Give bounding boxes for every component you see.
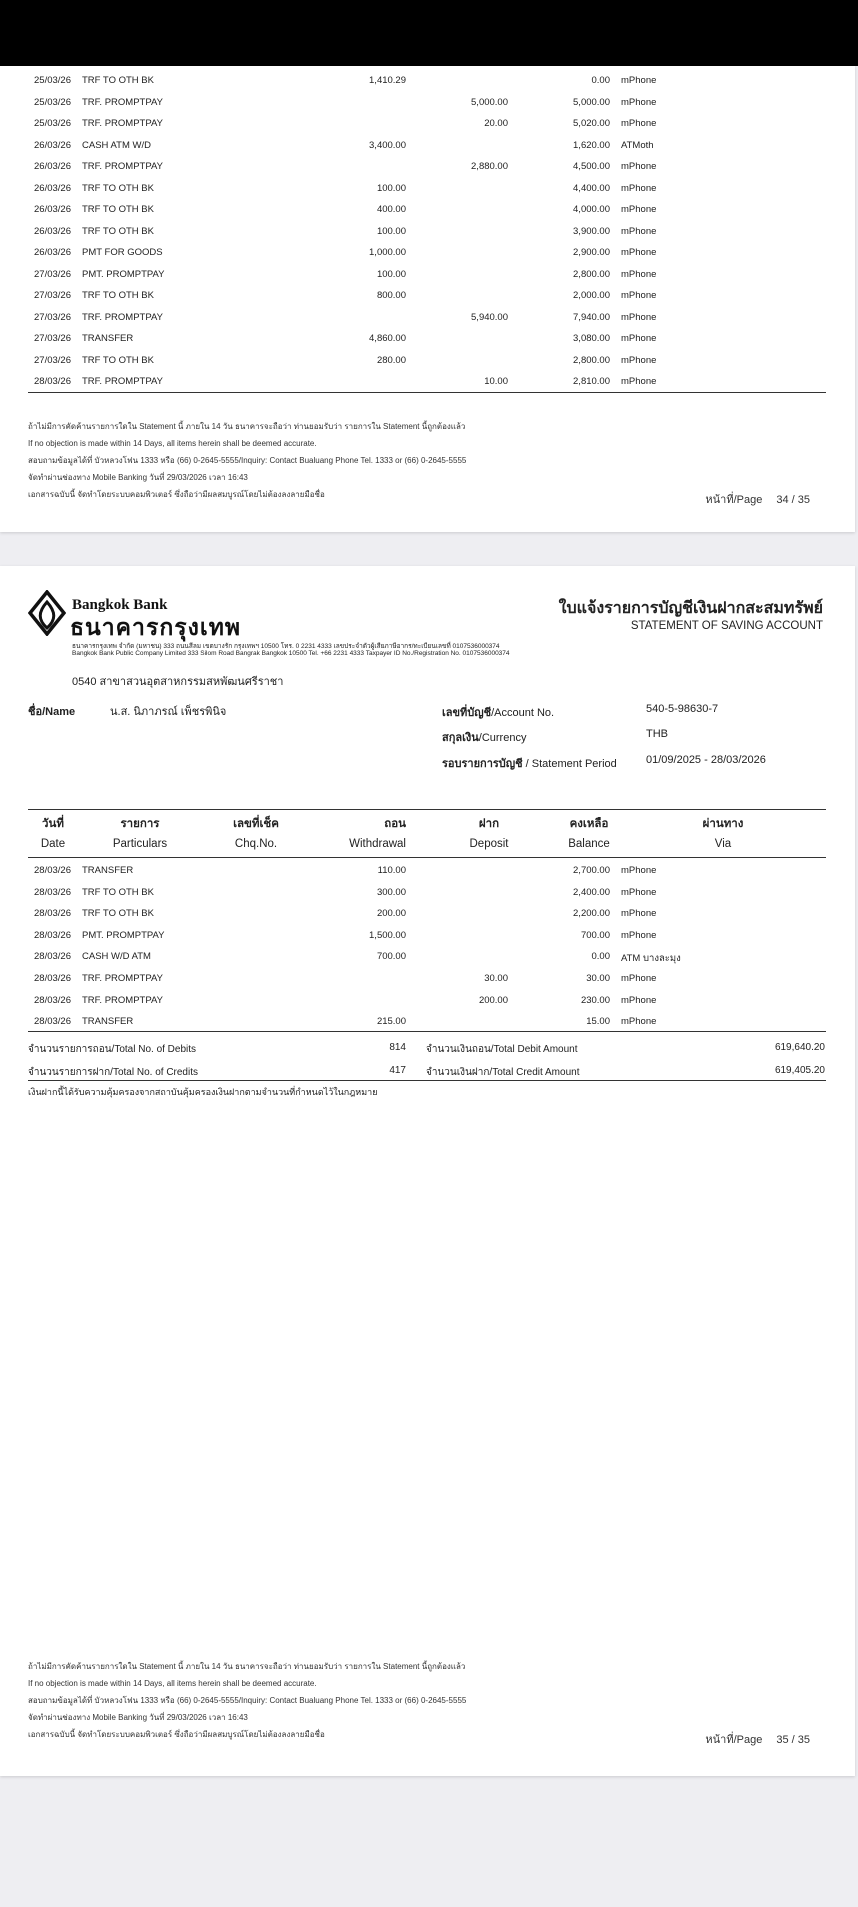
row-date: 28/03/26 <box>34 865 71 876</box>
row-withdrawal: 700.00 <box>376 951 406 963</box>
row-particulars: PMT. PROMPTPAY <box>82 929 165 941</box>
row-deposit: 30.00 <box>484 973 508 984</box>
row-via: mPhone <box>621 973 657 984</box>
row-via: mPhone <box>621 290 657 301</box>
row-particulars: TRF TO OTH BK <box>82 204 154 215</box>
row-via: mPhone <box>621 908 657 920</box>
row-balance: 4,000.00 <box>573 204 610 215</box>
account-label-en: /Account No. <box>491 707 555 719</box>
period-label-en: / Statement Period <box>522 758 617 770</box>
row-particulars: TRF TO OTH BK <box>82 182 154 194</box>
statement-footer <box>28 418 466 503</box>
table-row <box>0 333 858 354</box>
table-row <box>0 973 858 994</box>
period-label-th: รอบรายการบัญชี <box>442 758 523 770</box>
row-via: mPhone <box>621 182 657 194</box>
debit-amount: 619,640.20 <box>774 1042 825 1053</box>
row-via: mPhone <box>621 333 657 344</box>
row-particulars: PMT. PROMPTPAY <box>82 268 165 280</box>
row-particulars: TRANSFER <box>82 333 134 344</box>
row-deposit: 5,000.00 <box>471 96 508 108</box>
header-bottom-rule <box>28 857 826 858</box>
row-date: 27/03/26 <box>34 354 71 366</box>
row-date: 27/03/26 <box>34 333 71 344</box>
row-date: 26/03/26 <box>34 161 71 172</box>
col-withdrawal-en: Withdrawal <box>349 838 406 850</box>
row-withdrawal: 215.00 <box>376 1016 406 1028</box>
row-date: 28/03/26 <box>34 929 71 941</box>
row-balance: 30.00 <box>586 973 610 984</box>
table-row <box>0 75 858 96</box>
row-balance: 2,810.00 <box>573 376 610 387</box>
row-balance: 2,000.00 <box>573 290 610 301</box>
footer-line: จัดทำผ่านช่องทาง Mobile Banking วันที่ 29/03/2026 เวลา 16:43 <box>28 473 248 482</box>
row-via: mPhone <box>621 865 657 876</box>
row-date: 28/03/26 <box>34 973 71 984</box>
row-date: 26/03/26 <box>34 139 71 151</box>
row-balance: 2,400.00 <box>573 886 610 898</box>
debits-count-label: จำนวนรายการถอน/Total No. of Debits <box>28 1044 197 1055</box>
row-withdrawal: 3,400.00 <box>369 139 406 151</box>
table-row <box>0 865 858 886</box>
row-balance: 3,900.00 <box>573 225 610 237</box>
row-date: 25/03/26 <box>34 118 71 129</box>
row-via: mPhone <box>621 994 657 1006</box>
row-particulars: PMT FOR GOODS <box>82 247 163 258</box>
row-date: 28/03/26 <box>34 1016 71 1028</box>
header-top-rule <box>28 809 826 810</box>
table-row <box>0 204 858 225</box>
statement-footer <box>28 1658 466 1743</box>
row-via: ATMoth <box>621 139 654 151</box>
footer-line: เอกสารฉบับนี้ จัดทำโดยระบบคอมพิวเตอร์ ซึ่งถือว่ามีผลสมบูรณ์โดยไม่ต้องลงลายมือชื่อ <box>28 1730 325 1739</box>
row-via: mPhone <box>621 161 657 172</box>
table-row <box>0 161 858 182</box>
table-row <box>0 140 858 161</box>
page-number <box>705 1730 810 1748</box>
row-via: mPhone <box>621 886 657 898</box>
row-withdrawal: 1,000.00 <box>369 247 406 258</box>
debits-count: 814 <box>389 1042 406 1053</box>
currency-value: THB <box>646 728 668 740</box>
col-via-th: ผ่านทาง <box>702 818 744 830</box>
row-withdrawal: 1,410.29 <box>369 75 406 86</box>
row-date: 26/03/26 <box>34 247 71 258</box>
row-withdrawal: 4,860.00 <box>369 333 406 344</box>
row-balance: 15.00 <box>586 1016 610 1028</box>
row-particulars: TRF. PROMPTPAY <box>82 376 163 387</box>
row-via: mPhone <box>621 929 657 941</box>
row-deposit: 20.00 <box>484 118 508 129</box>
totals-rule <box>28 1080 826 1081</box>
row-particulars: TRF TO OTH BK <box>82 75 154 86</box>
row-particulars: TRF. PROMPTPAY <box>82 96 163 108</box>
row-date: 27/03/26 <box>34 290 71 301</box>
row-balance: 2,800.00 <box>573 268 610 280</box>
row-deposit: 2,880.00 <box>471 161 508 172</box>
row-balance: 2,900.00 <box>573 247 610 258</box>
row-deposit: 5,940.00 <box>471 311 508 323</box>
footer-line: จัดทำผ่านช่องทาง Mobile Banking วันที่ 29/03/2026 เวลา 16:43 <box>28 1713 248 1722</box>
row-deposit: 200.00 <box>478 994 508 1006</box>
row-balance: 4,500.00 <box>573 161 610 172</box>
currency-label <box>442 728 526 746</box>
row-via: mPhone <box>621 75 657 86</box>
account-label-th: เลขที่บัญชี <box>442 707 492 719</box>
top-black-bar <box>0 0 858 66</box>
row-particulars: CASH W/D ATM <box>82 951 151 963</box>
row-particulars: TRF TO OTH BK <box>82 908 154 920</box>
row-balance: 0.00 <box>591 75 610 86</box>
row-withdrawal: 400.00 <box>376 204 406 215</box>
row-particulars: TRF TO OTH BK <box>82 290 154 301</box>
col-date-en: Date <box>40 838 66 850</box>
row-via: mPhone <box>621 311 657 323</box>
row-withdrawal: 100.00 <box>376 225 406 237</box>
page-count: 34 / 35 <box>776 494 810 506</box>
credit-amount: 619,405.20 <box>774 1065 825 1076</box>
row-date: 25/03/26 <box>34 96 71 108</box>
row-date: 25/03/26 <box>34 75 71 86</box>
statement-page-35 <box>0 566 855 1776</box>
row-via: ATM บางละมุง <box>621 953 681 965</box>
row-balance: 4,400.00 <box>573 182 610 194</box>
table-row <box>0 887 858 908</box>
statement-page-34 <box>0 66 855 532</box>
currency-label-en: /Currency <box>478 732 527 744</box>
bank-name-th: ธนาคารกรุงเทพ <box>70 615 242 641</box>
bank-name-en: Bangkok Bank <box>72 597 168 613</box>
row-balance: 2,200.00 <box>573 908 610 920</box>
footer-line: เอกสารฉบับนี้ จัดทำโดยระบบคอมพิวเตอร์ ซึ่งถือว่ามีผลสมบูรณ์โดยไม่ต้องลงลายมือชื่อ <box>28 490 325 499</box>
branch-name: 0540 สาขาสวนอุตสาหกรรมสหพัฒนศรีราชา <box>72 676 284 688</box>
table-row <box>0 269 858 290</box>
row-via: mPhone <box>621 204 657 215</box>
footer-line: สอบถามข้อมูลได้ที่ บัวหลวงโฟน 1333 หรือ (66) 0-2645-5555/Inquiry: Contact Bualuang Phone Tel. 1333 or (66) 0-2645-5555 <box>28 1696 467 1705</box>
row-particulars: TRANSFER <box>82 1016 134 1028</box>
account-number: 540-5-98630-7 <box>646 703 719 715</box>
row-balance: 1,620.00 <box>573 139 610 151</box>
row-via: mPhone <box>621 225 657 237</box>
table-row <box>0 995 858 1016</box>
table-row <box>0 1016 858 1037</box>
row-particulars: TRF. PROMPTPAY <box>82 311 163 323</box>
row-particulars: TRF. PROMPTPAY <box>82 973 163 984</box>
row-date: 26/03/26 <box>34 225 71 237</box>
row-particulars: TRF. PROMPTPAY <box>82 118 163 129</box>
row-withdrawal: 1,500.00 <box>369 929 406 941</box>
row-withdrawal: 100.00 <box>376 182 406 194</box>
row-withdrawal: 200.00 <box>376 908 406 920</box>
table-row <box>0 312 858 333</box>
table-row <box>0 355 858 376</box>
row-via: mPhone <box>621 376 657 387</box>
row-via: mPhone <box>621 96 657 108</box>
row-withdrawal: 280.00 <box>376 354 406 366</box>
name-label: ชื่อ/Name <box>28 706 76 718</box>
row-balance: 5,000.00 <box>573 96 610 108</box>
col-particulars-th: รายการ <box>120 818 160 830</box>
row-balance: 3,080.00 <box>573 333 610 344</box>
bangkok-bank-logo-icon <box>28 590 66 636</box>
row-balance: 2,800.00 <box>573 354 610 366</box>
row-withdrawal: 300.00 <box>376 886 406 898</box>
deposit-protection-note: เงินฝากนี้ได้รับความคุ้มครองจากสถาบันคุ้มครองเงินฝากตามจำนวนที่กำหนดไว้ในกฎหมาย <box>28 1087 378 1097</box>
row-balance: 2,700.00 <box>573 865 610 876</box>
row-date: 26/03/26 <box>34 204 71 215</box>
row-particulars: TRANSFER <box>82 865 134 876</box>
table-row <box>0 183 858 204</box>
statement-title-en: STATEMENT OF SAVING ACCOUNT <box>630 620 823 632</box>
row-via: mPhone <box>621 1016 657 1028</box>
bank-address-th: ธนาคารกรุงเทพ จำกัด (มหาชน) 333 ถนนสีลม เขตบางรัก กรุงเทพฯ 10500 โทร. 0 2231 4333 เลขประจำตัวผู้เสียภาษีอากร/ทะเบียนเลขที่ 0107536000374 <box>72 643 500 650</box>
period-label <box>442 754 617 772</box>
row-date: 27/03/26 <box>34 311 71 323</box>
statement-title-th: ใบแจ้งรายการบัญชีเงินฝากสะสมทรัพย์ <box>558 600 823 617</box>
statement-period: 01/09/2025 - 28/03/2026 <box>646 754 766 766</box>
row-date: 28/03/26 <box>34 951 71 963</box>
name-value: น.ส. นิภาภรณ์ เพ็ชรพินิจ <box>110 706 227 718</box>
row-date: 26/03/26 <box>34 182 71 194</box>
row-withdrawal: 800.00 <box>376 290 406 301</box>
table-row <box>0 930 858 951</box>
table-row <box>0 247 858 268</box>
row-balance: 5,020.00 <box>573 118 610 129</box>
row-particulars: TRF. PROMPTPAY <box>82 161 163 172</box>
row-particulars: CASH ATM W/D <box>82 139 151 151</box>
row-balance: 230.00 <box>580 994 610 1006</box>
col-deposit-en: Deposit <box>469 838 509 850</box>
footer-line: ถ้าไม่มีการคัดค้านรายการใดใน Statement นี้ ภายใน 14 วัน ธนาคารจะถือว่า ท่านยอมรับว่า รายการใน Statement นี้ถูกต้องแล้ว <box>28 1662 466 1671</box>
row-balance: 0.00 <box>591 951 610 963</box>
row-deposit: 10.00 <box>484 376 508 387</box>
row-via: mPhone <box>621 118 657 129</box>
bank-address-en: Bangkok Bank Public Company Limited 333 Silom Road Bangrak Bangkok 10500 Tel. +66 2231 4333 Taxpayer ID No./Registration No. 0107536000374 <box>72 650 510 657</box>
row-particulars: TRF TO OTH BK <box>82 225 154 237</box>
col-date-th: วันที่ <box>42 818 64 830</box>
table-row <box>0 226 858 247</box>
row-balance: 700.00 <box>580 929 610 941</box>
col-chq-th: เลขที่เช็ค <box>233 818 279 830</box>
footer-line: สอบถามข้อมูลได้ที่ บัวหลวงโฟน 1333 หรือ (66) 0-2645-5555/Inquiry: Contact Bualuang Phone Tel. 1333 or (66) 0-2645-5555 <box>28 456 467 465</box>
col-deposit-th: ฝาก <box>478 818 500 830</box>
account-label <box>442 703 554 721</box>
table-row <box>0 908 858 929</box>
footer-line: If no objection is made within 14 Days, all items herein shall be deemed accurate. <box>28 439 317 448</box>
table-row <box>0 97 858 118</box>
page-number <box>705 490 810 508</box>
col-balance-en: Balance <box>568 838 610 850</box>
row-balance: 7,940.00 <box>573 311 610 323</box>
credits-count: 417 <box>389 1065 406 1076</box>
row-withdrawal: 110.00 <box>377 865 406 876</box>
table-row <box>0 376 858 397</box>
row-via: mPhone <box>621 354 657 366</box>
table-row <box>0 118 858 139</box>
credits-count-label: จำนวนรายการฝาก/Total No. of Credits <box>28 1067 198 1078</box>
table-bottom-rule <box>28 392 826 393</box>
row-date: 28/03/26 <box>34 886 71 898</box>
col-balance-th: คงเหลือ <box>569 818 609 830</box>
debit-amount-label: จำนวนเงินถอน/Total Debit Amount <box>426 1044 578 1055</box>
table-bottom-rule <box>28 1031 826 1032</box>
col-via-en: Via <box>714 838 732 850</box>
row-date: 28/03/26 <box>34 994 71 1006</box>
col-particulars-en: Particulars <box>112 838 168 850</box>
table-row <box>0 290 858 311</box>
row-date: 27/03/26 <box>34 268 71 280</box>
page-label: หน้าที่/Page <box>705 1734 763 1746</box>
col-withdrawal-th: ถอน <box>384 818 406 830</box>
credit-amount-label: จำนวนเงินฝาก/Total Credit Amount <box>426 1067 580 1078</box>
page-count: 35 / 35 <box>776 1734 810 1746</box>
row-date: 28/03/26 <box>34 908 71 920</box>
row-withdrawal: 100.00 <box>376 268 406 280</box>
row-date: 28/03/26 <box>34 376 71 387</box>
footer-line: ถ้าไม่มีการคัดค้านรายการใดใน Statement นี้ ภายใน 14 วัน ธนาคารจะถือว่า ท่านยอมรับว่า รายการใน Statement นี้ถูกต้องแล้ว <box>28 422 466 431</box>
row-via: mPhone <box>621 268 657 280</box>
table-row <box>0 951 858 972</box>
row-particulars: TRF TO OTH BK <box>82 354 154 366</box>
row-particulars: TRF TO OTH BK <box>82 886 154 898</box>
page-label: หน้าที่/Page <box>705 494 763 506</box>
row-via: mPhone <box>621 247 657 258</box>
footer-line: If no objection is made within 14 Days, all items herein shall be deemed accurate. <box>28 1679 317 1688</box>
currency-label-th: สกุลเงิน <box>442 732 479 744</box>
row-particulars: TRF. PROMPTPAY <box>82 994 163 1006</box>
col-chq-en: Chq.No. <box>234 838 278 850</box>
